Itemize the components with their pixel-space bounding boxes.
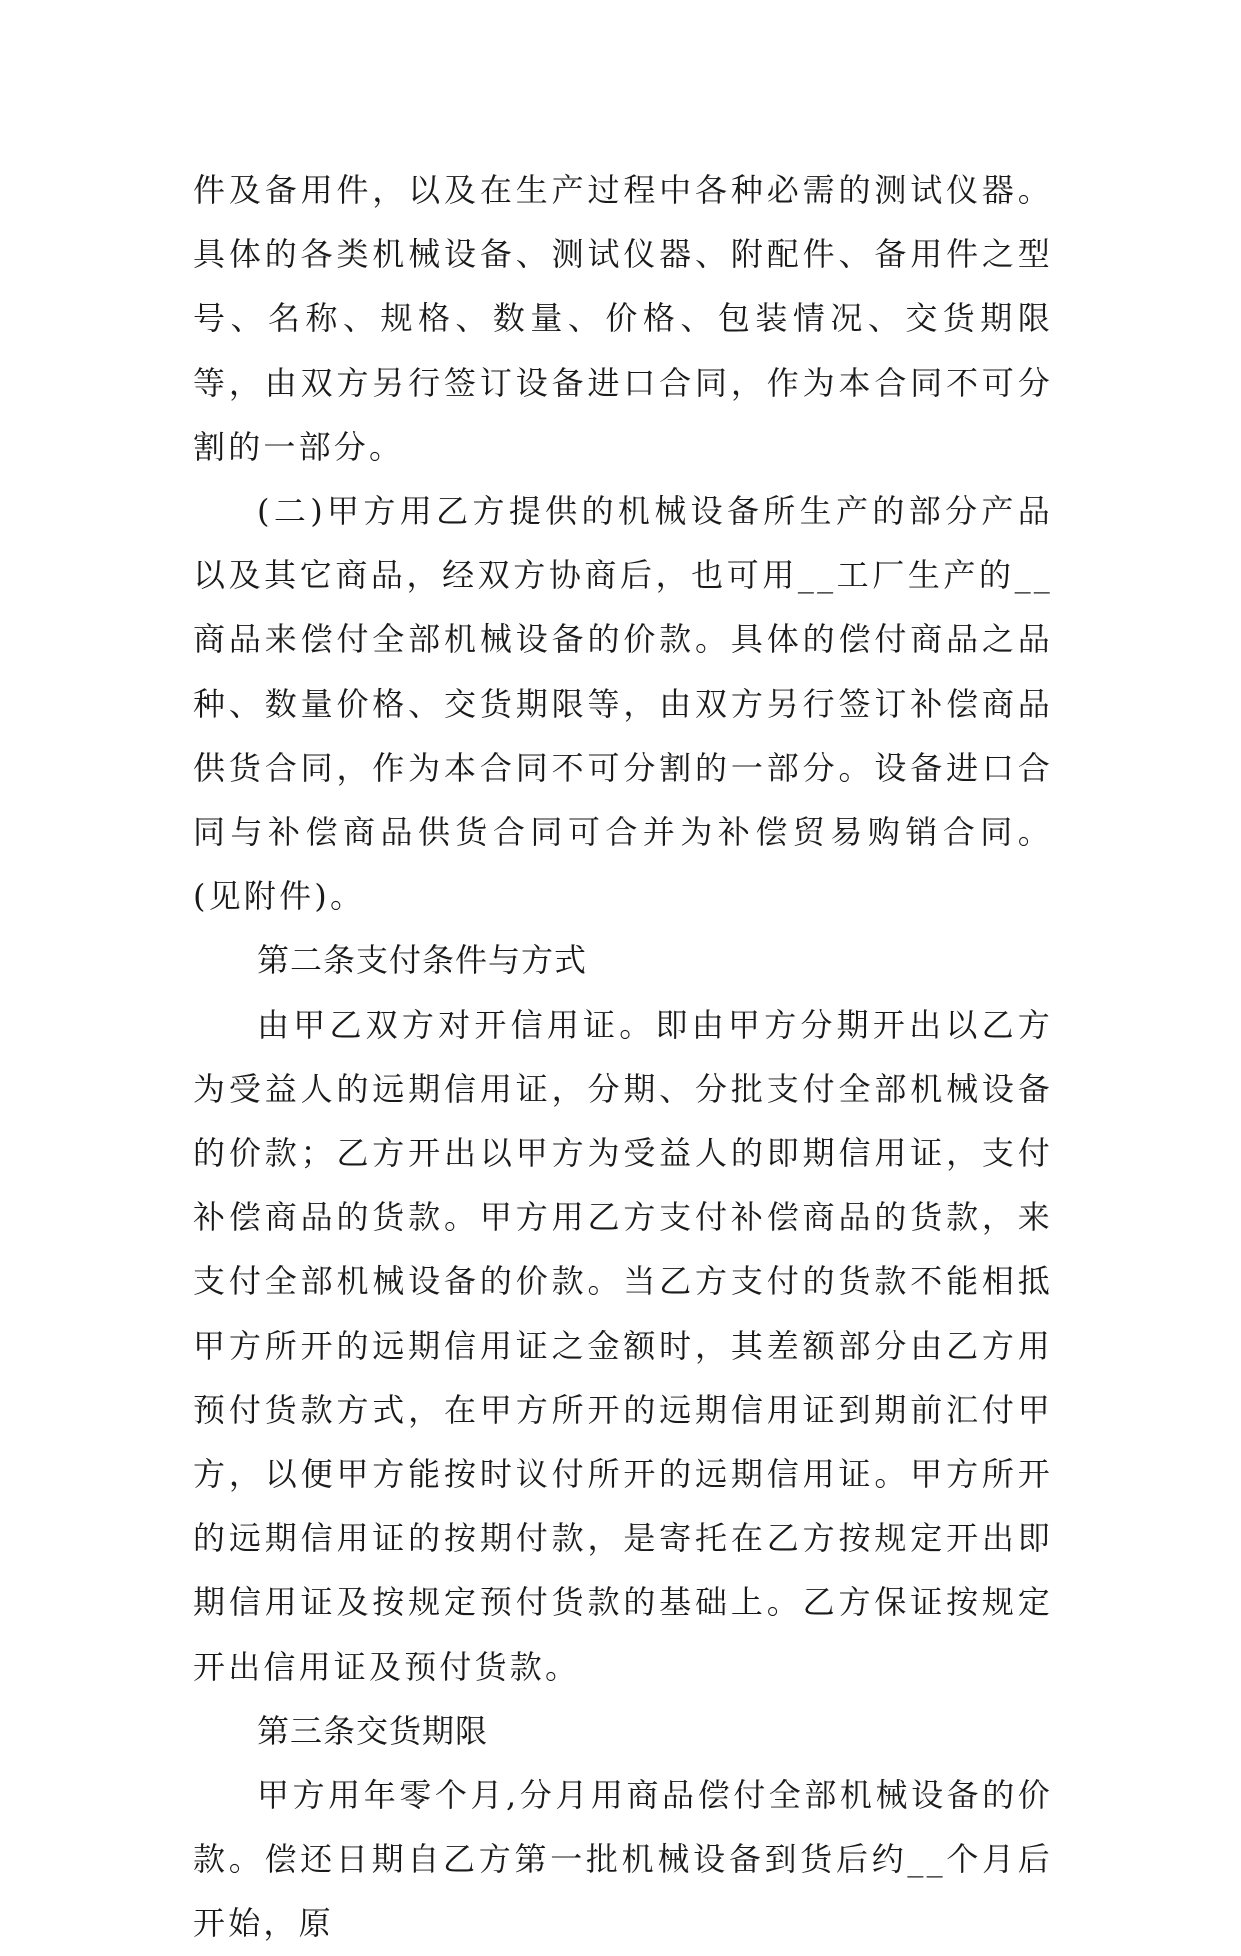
- paragraph-equipment-contract: 件及备用件，以及在生产过程中各种必需的测试仪器。具体的各类机械设备、测试仪器、附配件、备用件之型号、名称、规格、数量、价格、包装情况、交货期限等，由双方另行签订设备进口合同，作为本合同不可分割的一部分。: [193, 171, 1053, 466]
- document-body: [193, 158, 1053, 1956]
- paragraph-delivery-period: 甲方用年零个月,分月用商品偿付全部机械设备的价款。偿还日期自乙方第一批机械设备到货后约__个月后开始，原: [193, 1776, 1053, 1943]
- heading-article-3: 第三条交货期限: [257, 1711, 489, 1750]
- heading-article-2: 第二条支付条件与方式: [257, 941, 588, 980]
- paragraph-payment-terms: 由甲乙双方对开信用证。即由甲方分期开出以乙方为受益人的远期信用证，分期、分批支付全部机械设备的价款；乙方开出以甲方为受益人的即期信用证，支付补偿商品的货款。甲方用乙方支付补偿商品的货款，来支付全部机械设备的价款。当乙方支付的货款不能相抵甲方所开的远期信用证之金额时，其差额部分由乙方用预付货款方式，在甲方所开的远期信用证到期前汇付甲方，以便甲方能按时议付所开的远期信用证。甲方所开的远期信用证的按期付款，是寄托在乙方按规定开出即期信用证及按规定预付货款的基础上。乙方保证按规定开出信用证及预付货款。: [193, 1005, 1053, 1686]
- paragraph-compensation-goods: (二)甲方用乙方提供的机械设备所生产的部分产品以及其它商品，经双方协商后，也可用__工厂生产的__商品来偿付全部机械设备的价款。具体的偿付商品之品种、数量价格、交货期限等，由双方另行签订补偿商品供货合同，作为本合同不可分割的一部分。设备进口合同与补偿商品供货合同可合并为补偿贸易购销合同。(见附件)。: [193, 492, 1053, 916]
